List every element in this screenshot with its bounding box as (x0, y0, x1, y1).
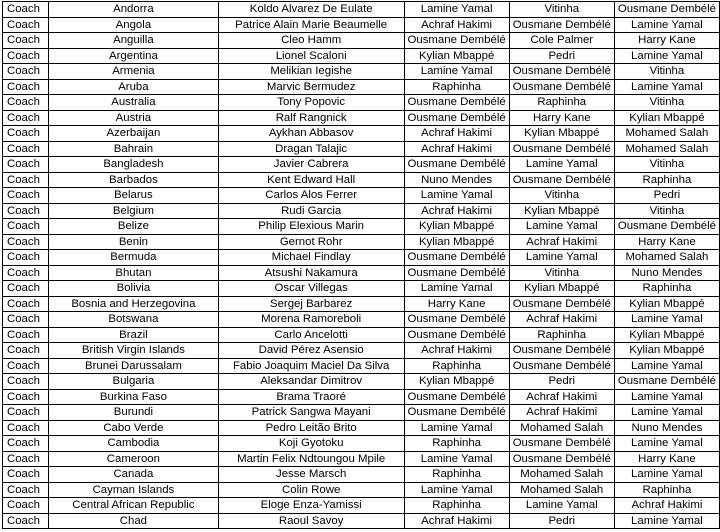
coach-name-cell: Koji Gyotoku (218, 436, 404, 452)
table-row (3, 358, 720, 374)
second-place-vote-cell: Mohamed Salah (509, 467, 614, 483)
second-place-vote-cell: Pedri (509, 48, 614, 64)
coach-name-cell: Dragan Talajic (218, 141, 404, 157)
third-place-vote-cell: Raphinha (614, 482, 719, 498)
first-place-vote-cell: Raphinha (404, 436, 509, 452)
country-cell: British Virgin Islands (49, 343, 219, 359)
coach-name-cell: Michael Findlay (218, 250, 404, 266)
role-cell: Coach (3, 312, 49, 328)
role-cell: Coach (3, 64, 49, 80)
third-place-vote-cell: Harry Kane (614, 234, 719, 250)
third-place-vote-cell: Ousmane Dembélé (614, 219, 719, 235)
role-cell: Coach (3, 265, 49, 281)
third-place-vote-cell: Lamine Yamal (614, 389, 719, 405)
second-place-vote-cell: Harry Kane (509, 110, 614, 126)
role-cell: Coach (3, 374, 49, 390)
first-place-vote-cell: Achraf Hakimi (404, 126, 509, 142)
second-place-vote-cell: Lamine Yamal (509, 219, 614, 235)
country-cell: Barbados (49, 172, 219, 188)
role-cell: Coach (3, 405, 49, 421)
table-row (3, 498, 720, 514)
role-cell: Coach (3, 513, 49, 529)
table-row (3, 79, 720, 95)
country-cell: Argentina (49, 48, 219, 64)
table-row (3, 420, 720, 436)
coach-name-cell: Atsushi Nakamura (218, 265, 404, 281)
first-place-vote-cell: Lamine Yamal (404, 281, 509, 297)
table-row (3, 126, 720, 142)
second-place-vote-cell: Pedri (509, 374, 614, 390)
table-row (3, 265, 720, 281)
country-cell: Bahrain (49, 141, 219, 157)
coach-name-cell: Javier Cabrera (218, 157, 404, 173)
first-place-vote-cell: Raphinha (404, 358, 509, 374)
first-place-vote-cell: Ousmane Dembélé (404, 327, 509, 343)
second-place-vote-cell: Achraf Hakimi (509, 234, 614, 250)
third-place-vote-cell: Mohamed Salah (614, 250, 719, 266)
first-place-vote-cell: Kylian Mbappé (404, 219, 509, 235)
country-cell: Canada (49, 467, 219, 483)
first-place-vote-cell: Ousmane Dembélé (404, 33, 509, 49)
table-row (3, 172, 720, 188)
role-cell: Coach (3, 126, 49, 142)
table-row (3, 48, 720, 64)
first-place-vote-cell: Ousmane Dembélé (404, 110, 509, 126)
table-row (3, 110, 720, 126)
third-place-vote-cell: Vitinha (614, 157, 719, 173)
third-place-vote-cell: Kylian Mbappé (614, 110, 719, 126)
first-place-vote-cell: Ousmane Dembélé (404, 95, 509, 111)
second-place-vote-cell: Vitinha (509, 2, 614, 18)
role-cell: Coach (3, 172, 49, 188)
third-place-vote-cell: Harry Kane (614, 33, 719, 49)
country-cell: Botswana (49, 312, 219, 328)
first-place-vote-cell: Nuno Mendes (404, 172, 509, 188)
coach-name-cell: Tony Popovic (218, 95, 404, 111)
coach-name-cell: Philip Elexious Marin (218, 219, 404, 235)
third-place-vote-cell: Lamine Yamal (614, 405, 719, 421)
role-cell: Coach (3, 327, 49, 343)
table-row (3, 157, 720, 173)
coach-name-cell: Marvic Bermudez (218, 79, 404, 95)
first-place-vote-cell: Ousmane Dembélé (404, 405, 509, 421)
role-cell: Coach (3, 95, 49, 111)
role-cell: Coach (3, 343, 49, 359)
role-cell: Coach (3, 250, 49, 266)
country-cell: Armenia (49, 64, 219, 80)
coach-name-cell: Fabio Joaquim Maciel Da Silva (218, 358, 404, 374)
role-cell: Coach (3, 110, 49, 126)
country-cell: Benin (49, 234, 219, 250)
coach-name-cell: Ralf Rangnick (218, 110, 404, 126)
country-cell: Austria (49, 110, 219, 126)
third-place-vote-cell: Lamine Yamal (614, 312, 719, 328)
first-place-vote-cell: Achraf Hakimi (404, 203, 509, 219)
role-cell: Coach (3, 420, 49, 436)
table-row (3, 281, 720, 297)
third-place-vote-cell: Lamine Yamal (614, 436, 719, 452)
first-place-vote-cell: Achraf Hakimi (404, 513, 509, 529)
first-place-vote-cell: Ousmane Dembélé (404, 157, 509, 173)
first-place-vote-cell: Raphinha (404, 467, 509, 483)
second-place-vote-cell: Ousmane Dembélé (509, 343, 614, 359)
country-cell: Bolivia (49, 281, 219, 297)
role-cell: Coach (3, 482, 49, 498)
role-cell: Coach (3, 498, 49, 514)
third-place-vote-cell: Kylian Mbappé (614, 327, 719, 343)
first-place-vote-cell: Kylian Mbappé (404, 48, 509, 64)
table-row (3, 389, 720, 405)
country-cell: Bangladesh (49, 157, 219, 173)
table-row (3, 405, 720, 421)
table-row (3, 451, 720, 467)
table-row (3, 343, 720, 359)
second-place-vote-cell: Ousmane Dembélé (509, 17, 614, 33)
third-place-vote-cell: Raphinha (614, 172, 719, 188)
coach-name-cell: Brama Traoré (218, 389, 404, 405)
country-cell: Bosnia and Herzegovina (49, 296, 219, 312)
first-place-vote-cell: Ousmane Dembélé (404, 265, 509, 281)
coach-name-cell: Eloge Enza-Yamissi (218, 498, 404, 514)
table-row (3, 250, 720, 266)
first-place-vote-cell: Lamine Yamal (404, 64, 509, 80)
first-place-vote-cell: Ousmane Dembélé (404, 389, 509, 405)
second-place-vote-cell: Ousmane Dembélé (509, 358, 614, 374)
coach-name-cell: Sergej Barbarez (218, 296, 404, 312)
table-row (3, 141, 720, 157)
first-place-vote-cell: Ousmane Dembélé (404, 250, 509, 266)
coach-name-cell: Melikian Iegishe (218, 64, 404, 80)
role-cell: Coach (3, 79, 49, 95)
second-place-vote-cell: Achraf Hakimi (509, 312, 614, 328)
third-place-vote-cell: Lamine Yamal (614, 48, 719, 64)
role-cell: Coach (3, 203, 49, 219)
first-place-vote-cell: Lamine Yamal (404, 482, 509, 498)
role-cell: Coach (3, 2, 49, 18)
second-place-vote-cell: Ousmane Dembélé (509, 296, 614, 312)
table-row (3, 95, 720, 111)
table-row (3, 33, 720, 49)
second-place-vote-cell: Mohamed Salah (509, 420, 614, 436)
second-place-vote-cell: Achraf Hakimi (509, 405, 614, 421)
country-cell: Belarus (49, 188, 219, 204)
third-place-vote-cell: Harry Kane (614, 451, 719, 467)
country-cell: Aruba (49, 79, 219, 95)
table-row (3, 482, 720, 498)
second-place-vote-cell: Vitinha (509, 265, 614, 281)
second-place-vote-cell: Ousmane Dembélé (509, 451, 614, 467)
votes-table-body (3, 2, 720, 529)
country-cell: Brunei Darussalam (49, 358, 219, 374)
second-place-vote-cell: Mohamed Salah (509, 482, 614, 498)
country-cell: Azerbaijan (49, 126, 219, 142)
votes-table (2, 1, 720, 529)
role-cell: Coach (3, 281, 49, 297)
country-cell: Bhutan (49, 265, 219, 281)
third-place-vote-cell: Pedri (614, 188, 719, 204)
first-place-vote-cell: Achraf Hakimi (404, 141, 509, 157)
coach-name-cell: Pedro Leitão Brito (218, 420, 404, 436)
first-place-vote-cell: Harry Kane (404, 296, 509, 312)
country-cell: Belgium (49, 203, 219, 219)
table-row (3, 374, 720, 390)
second-place-vote-cell: Pedri (509, 513, 614, 529)
coach-name-cell: Aleksandar Dimitrov (218, 374, 404, 390)
second-place-vote-cell: Ousmane Dembélé (509, 436, 614, 452)
table-row (3, 327, 720, 343)
third-place-vote-cell: Lamine Yamal (614, 467, 719, 483)
third-place-vote-cell: Lamine Yamal (614, 513, 719, 529)
coach-name-cell: Morena Ramoreboli (218, 312, 404, 328)
third-place-vote-cell: Kylian Mbappé (614, 296, 719, 312)
role-cell: Coach (3, 219, 49, 235)
second-place-vote-cell: Vitinha (509, 188, 614, 204)
country-cell: Burkina Faso (49, 389, 219, 405)
coach-name-cell: Patrice Alain Marie Beaumelle (218, 17, 404, 33)
coach-name-cell: Gernot Rohr (218, 234, 404, 250)
coach-name-cell: Jesse Marsch (218, 467, 404, 483)
second-place-vote-cell: Kylian Mbappé (509, 203, 614, 219)
second-place-vote-cell: Ousmane Dembélé (509, 172, 614, 188)
role-cell: Coach (3, 33, 49, 49)
country-cell: Cambodia (49, 436, 219, 452)
first-place-vote-cell: Raphinha (404, 79, 509, 95)
table-row (3, 234, 720, 250)
coach-name-cell: Aykhan Abbasov (218, 126, 404, 142)
country-cell: Cabo Verde (49, 420, 219, 436)
role-cell: Coach (3, 48, 49, 64)
first-place-vote-cell: Kylian Mbappé (404, 234, 509, 250)
role-cell: Coach (3, 389, 49, 405)
role-cell: Coach (3, 296, 49, 312)
third-place-vote-cell: Achraf Hakimi (614, 498, 719, 514)
country-cell: Australia (49, 95, 219, 111)
third-place-vote-cell: Vitinha (614, 64, 719, 80)
coach-name-cell: Carlos Alos Ferrer (218, 188, 404, 204)
table-row (3, 312, 720, 328)
second-place-vote-cell: Lamine Yamal (509, 498, 614, 514)
second-place-vote-cell: Raphinha (509, 95, 614, 111)
third-place-vote-cell: Vitinha (614, 203, 719, 219)
first-place-vote-cell: Lamine Yamal (404, 451, 509, 467)
first-place-vote-cell: Lamine Yamal (404, 2, 509, 18)
table-row (3, 219, 720, 235)
country-cell: Central African Republic (49, 498, 219, 514)
table-row (3, 467, 720, 483)
table-row (3, 188, 720, 204)
coach-name-cell: Carlo Ancelotti (218, 327, 404, 343)
country-cell: Bulgaria (49, 374, 219, 390)
role-cell: Coach (3, 451, 49, 467)
first-place-vote-cell: Kylian Mbappé (404, 374, 509, 390)
third-place-vote-cell: Mohamed Salah (614, 141, 719, 157)
coach-name-cell: David Pérez Asensio (218, 343, 404, 359)
role-cell: Coach (3, 234, 49, 250)
table-row (3, 2, 720, 18)
third-place-vote-cell: Ousmane Dembélé (614, 2, 719, 18)
third-place-vote-cell: Raphinha (614, 281, 719, 297)
role-cell: Coach (3, 141, 49, 157)
role-cell: Coach (3, 436, 49, 452)
coach-name-cell: Rudi Garcia (218, 203, 404, 219)
coach-name-cell: Lionel Scaloni (218, 48, 404, 64)
second-place-vote-cell: Lamine Yamal (509, 157, 614, 173)
coach-name-cell: Kent Edward Hall (218, 172, 404, 188)
third-place-vote-cell: Kylian Mbappé (614, 343, 719, 359)
role-cell: Coach (3, 17, 49, 33)
coach-name-cell: Patrick Sangwa Mayani (218, 405, 404, 421)
first-place-vote-cell: Achraf Hakimi (404, 17, 509, 33)
third-place-vote-cell: Ousmane Dembélé (614, 374, 719, 390)
third-place-vote-cell: Vitinha (614, 95, 719, 111)
country-cell: Cayman Islands (49, 482, 219, 498)
country-cell: Anguilla (49, 33, 219, 49)
table-row (3, 64, 720, 80)
country-cell: Brazil (49, 327, 219, 343)
country-cell: Andorra (49, 2, 219, 18)
role-cell: Coach (3, 188, 49, 204)
second-place-vote-cell: Cole Palmer (509, 33, 614, 49)
second-place-vote-cell: Ousmane Dembélé (509, 64, 614, 80)
coach-name-cell: Cleo Hamm (218, 33, 404, 49)
role-cell: Coach (3, 157, 49, 173)
second-place-vote-cell: Achraf Hakimi (509, 389, 614, 405)
coach-name-cell: Colin Rowe (218, 482, 404, 498)
country-cell: Angola (49, 17, 219, 33)
country-cell: Burundi (49, 405, 219, 421)
coach-name-cell: Raoul Savoy (218, 513, 404, 529)
coach-name-cell: Koldo Alvarez De Eulate (218, 2, 404, 18)
role-cell: Coach (3, 467, 49, 483)
third-place-vote-cell: Lamine Yamal (614, 17, 719, 33)
role-cell: Coach (3, 358, 49, 374)
table-row (3, 513, 720, 529)
first-place-vote-cell: Lamine Yamal (404, 188, 509, 204)
table-row (3, 203, 720, 219)
second-place-vote-cell: Kylian Mbappé (509, 281, 614, 297)
country-cell: Chad (49, 513, 219, 529)
second-place-vote-cell: Ousmane Dembélé (509, 79, 614, 95)
table-row (3, 436, 720, 452)
third-place-vote-cell: Lamine Yamal (614, 79, 719, 95)
coach-name-cell: Martin Felix Ndtoungou Mpile (218, 451, 404, 467)
third-place-vote-cell: Nuno Mendes (614, 420, 719, 436)
country-cell: Belize (49, 219, 219, 235)
second-place-vote-cell: Lamine Yamal (509, 250, 614, 266)
second-place-vote-cell: Ousmane Dembélé (509, 141, 614, 157)
coach-name-cell: Oscar Villegas (218, 281, 404, 297)
first-place-vote-cell: Achraf Hakimi (404, 343, 509, 359)
second-place-vote-cell: Raphinha (509, 327, 614, 343)
country-cell: Cameroon (49, 451, 219, 467)
first-place-vote-cell: Ousmane Dembélé (404, 312, 509, 328)
first-place-vote-cell: Raphinha (404, 498, 509, 514)
table-row (3, 296, 720, 312)
third-place-vote-cell: Mohamed Salah (614, 126, 719, 142)
country-cell: Bermuda (49, 250, 219, 266)
third-place-vote-cell: Nuno Mendes (614, 265, 719, 281)
table-row (3, 17, 720, 33)
third-place-vote-cell: Lamine Yamal (614, 358, 719, 374)
second-place-vote-cell: Kylian Mbappé (509, 126, 614, 142)
first-place-vote-cell: Lamine Yamal (404, 420, 509, 436)
